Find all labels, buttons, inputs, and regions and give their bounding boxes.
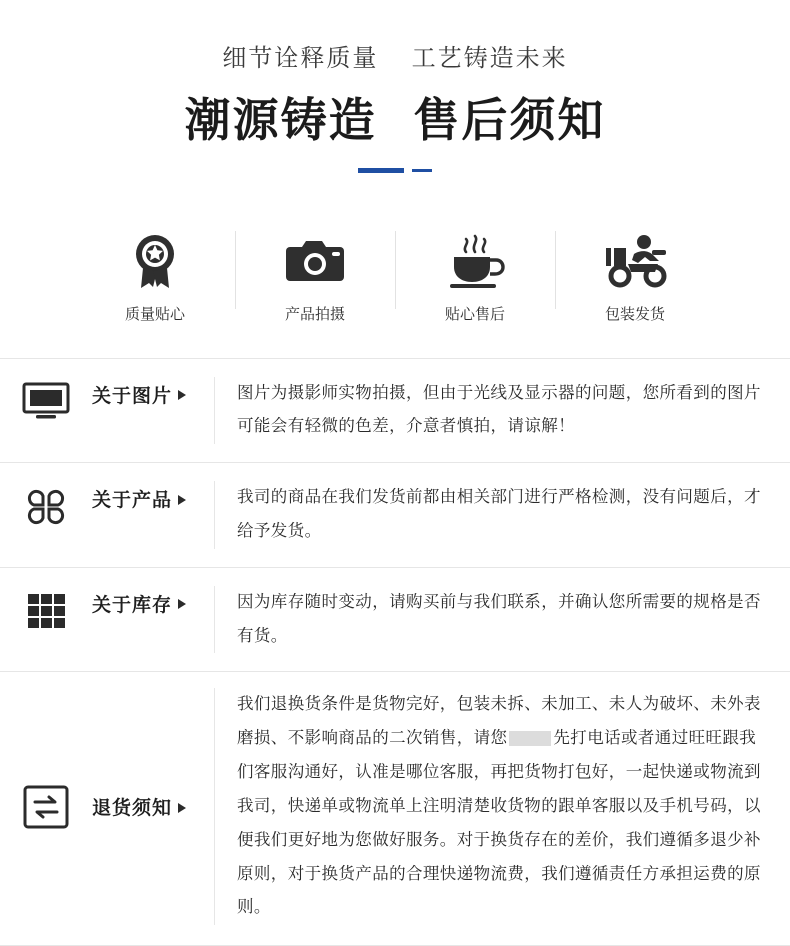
row-divider [214, 586, 215, 654]
feature-label: 包装发货 [604, 305, 665, 323]
row-divider [214, 377, 215, 445]
chevron-right-icon [178, 390, 186, 400]
feature-label: 贴心售后 [444, 305, 505, 323]
chevron-right-icon [178, 599, 186, 609]
redacted-text-block [509, 731, 551, 746]
medal-icon [75, 225, 235, 291]
exchange-arrows-icon [0, 784, 92, 830]
page-title [0, 95, 790, 146]
notice-label-text: 退货须知 [92, 798, 173, 820]
row-divider [214, 481, 215, 549]
coffee-cup-icon [395, 225, 555, 291]
grid-squares-icon [0, 586, 92, 632]
return-text-part2: 先打电话或者通过旺旺跟我们客服沟通好，认准是哪位客服，再把货物打包好，一起快递或物流到我司，快递单或物流单上注明清楚收货物的跟单客服以及手机号码，以便我们更好地为您做好服务。对于换货存在的差价，我们遵循多退少补原则，对于换货产品的合理快递物流费，我们遵循责任方承担运费的原则。 [237, 729, 761, 917]
notice-row-product [0, 463, 790, 568]
notice-label-text: 关于产品 [92, 490, 173, 512]
underline-segment-short [412, 169, 432, 172]
camera-icon [235, 225, 395, 291]
notice-row-text: 图片为摄影师实物拍摄，但由于光线及显示器的问题，您所看到的图片可能会有轻微的色差，介意者慎拍，请谅解！ [237, 383, 761, 436]
chevron-right-icon [178, 803, 186, 813]
subtitle-left: 细节诠释质量 [222, 45, 379, 72]
page-title-topic: 售后须知 [413, 94, 606, 146]
feature-label: 质量贴心 [124, 305, 185, 323]
delivery-scooter-icon [555, 225, 715, 291]
notice-label-text: 关于图片 [92, 385, 173, 407]
subtitle-right: 工艺铸造未来 [411, 45, 568, 72]
notice-row-label [92, 793, 214, 820]
notice-row-label [92, 377, 214, 408]
feature-service [395, 225, 555, 324]
chevron-right-icon [178, 495, 186, 505]
row-divider [214, 688, 215, 925]
page-title-brand: 潮源铸造 [184, 94, 377, 146]
feature-label: 产品拍摄 [284, 305, 345, 323]
notice-label-text: 关于库存 [92, 594, 173, 616]
feature-row [0, 225, 790, 324]
notice-row-images [0, 359, 790, 464]
notice-row-label [92, 586, 214, 617]
feature-photography [235, 225, 395, 324]
notice-row-text: 我司的商品在我们发货前都由相关部门进行严格检测，没有问题后，才给予发货。 [237, 488, 761, 541]
notice-row-label [92, 481, 214, 512]
notice-row-text: 因为库存随时变动，请购买前与我们联系，并确认您所需要的规格是否有货。 [237, 592, 761, 645]
notice-row-stock [0, 568, 790, 673]
notice-row-text [237, 688, 790, 925]
four-circles-icon [0, 481, 92, 529]
notice-rows [0, 358, 790, 946]
page-subtitle [0, 38, 790, 73]
page-header [0, 0, 790, 173]
monitor-icon [0, 377, 92, 421]
notice-row-return [0, 672, 790, 946]
feature-shipping [555, 225, 715, 324]
return-text-part1: 我们退换货条件是货物完好，包装未拆、未加工、未人为破坏、未外表磨损、不影响商品的二次销售，请您 [237, 695, 761, 748]
feature-quality [75, 225, 235, 324]
title-underline [358, 168, 432, 173]
underline-segment-long [358, 168, 404, 173]
